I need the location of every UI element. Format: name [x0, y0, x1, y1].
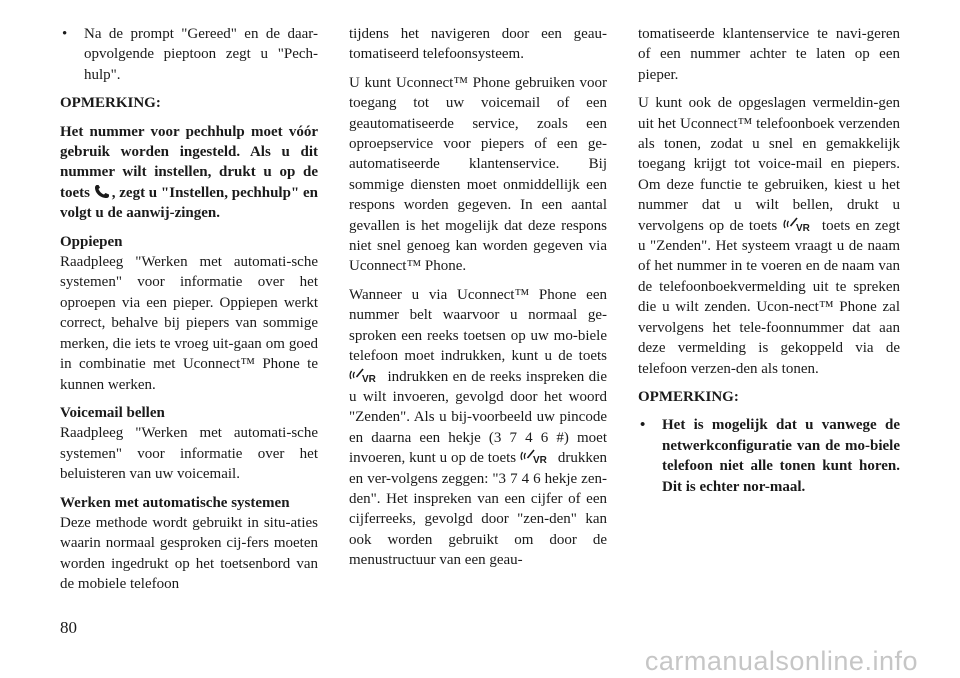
watermark: carmanualsonline.info: [644, 646, 918, 676]
section-voicemail: [60, 403, 318, 485]
column-2: [349, 24, 607, 579]
section-body: Deze methode wordt gebruikt in situ-aties waarin normaal gesproken cij-fers moeten worden ingedrukt op het toetsenbord van de mobiele telefoon: [60, 514, 318, 593]
paragraph: U kunt Uconnect™ Phone gebruiken voor toegang tot uw voicemail of een geautomatiseerde service, zoals een oproepservice voor piepers of een ge-automatiseerde klantenservice. Bij sommige diensten moet onmiddellijk een respons worden gegeven. In een aantal gevallen is het mogelijk dat deze respons niet snel genoeg kan worden gegeven via Uconnect™ Phone.: [349, 74, 607, 275]
page-number: 80: [60, 618, 77, 637]
note-label: OPMERKING:: [60, 95, 161, 112]
section-oppiepen: [60, 232, 318, 395]
note-label: OPMERKING:: [638, 388, 739, 405]
bullet-item: [638, 415, 900, 497]
bullet-dot: •: [640, 417, 646, 434]
section-automated-systems: [60, 493, 318, 595]
note-text: Het nummer voor pechhulp moet vóór gebruik worden ingesteld. Als u dit nummer wilt instellen, drukt u op de toets , zegt u "Instellen, pechhulp" en volgt u de aanwij-zingen.: [60, 123, 319, 222]
section-heading: Werken met automatische systemen: [60, 494, 290, 511]
section-body: Raadpleeg "Werken met automati-sche systemen" voor informatie over het beluisteren van uw voicemail.: [60, 425, 318, 483]
bullet-item: [60, 24, 318, 85]
section-heading: Oppiepen: [60, 233, 123, 250]
svg-text:VR: VR: [795, 222, 810, 232]
paragraph: tijdens het navigeren door een geau-tomatiseerd telefoonsysteem.: [349, 26, 607, 63]
paragraph-with-icon: U kunt ook de opgeslagen vermeldin-gen uit het Uconnect™ telefoonboek verzenden als tonen, zodat u snel en gemakkelijk toegang krijgt tot voice-mail en piepers. Om deze functie te gebruiken, kiest u het nummer dat u wilt bellen, drukt u vervolgens op de toets VR toets en zegt u "Zenden". Het systeem vraagt u de naam of het nummer in te voeren en de naam van de telefoonboekvermelding uit te spreken die u wilt zenden. Ucon-nect™ Phone zal vervolgens het tele-foonnummer dat aan deze vermelding is gekoppeld via de telefoon verzen-den als tonen.: [638, 95, 901, 377]
paragraph: tomatiseerde klantenservice te navi-geren of een nummer achter te laten op een pieper.: [638, 26, 900, 83]
bullet-text: Het is mogelijk dat u vanwege de netwerkconfiguratie van de mo-biele telefoon niet alle tonen kunt horen. Dit is echter nor-maal.: [662, 417, 900, 495]
paragraph-with-icons: Wanneer u via Uconnect™ Phone een nummer belt waarvoor u normaal ge-sproken een reeks toetsen op uw mo-biele telefoon moet indrukken, kunt u de toets VR indrukken en de reeks inspreken die u wilt invoeren, gevolgd door het woord "Zenden". Als u bij-voorbeeld uw pincode en daarna een hekje (3 7 4 6 #) moet invoeren, kunt u op de toets VR drukken en ver-volgens zeggen: "3 7 4 6 hekje zen-den". Het inspreken van een cijfer of een cijferreeks, gevolgd door "zen-den" kan ook worden gebruikt om door de menustructuur van een geau-: [349, 286, 608, 569]
voice-command-icon: [349, 368, 383, 383]
phone-icon: [94, 184, 112, 199]
section-body: Raadpleeg "Werken met automati-sche systemen" voor informatie over het oproepen via een pieper. Oppiepen werkt correct, behalve bij piepers van sommige merken, die iets te vroeg uit-gaan om goed in combinatie met Uconnect™ Phone te kunnen werken.: [60, 254, 318, 393]
bullet-text: Na de prompt "Gereed" en de daar-opvolgende pieptoon zegt u "Pech-hulp".: [84, 26, 318, 83]
column-1: [60, 24, 318, 603]
svg-text:VR: VR: [362, 373, 376, 383]
section-heading: Voicemail bellen: [60, 404, 165, 421]
svg-text:VR: VR: [533, 455, 547, 465]
voice-command-icon: [520, 449, 554, 464]
column-3: [638, 24, 900, 505]
bullet-dot: •: [62, 26, 68, 42]
voice-command-icon: [783, 217, 817, 232]
